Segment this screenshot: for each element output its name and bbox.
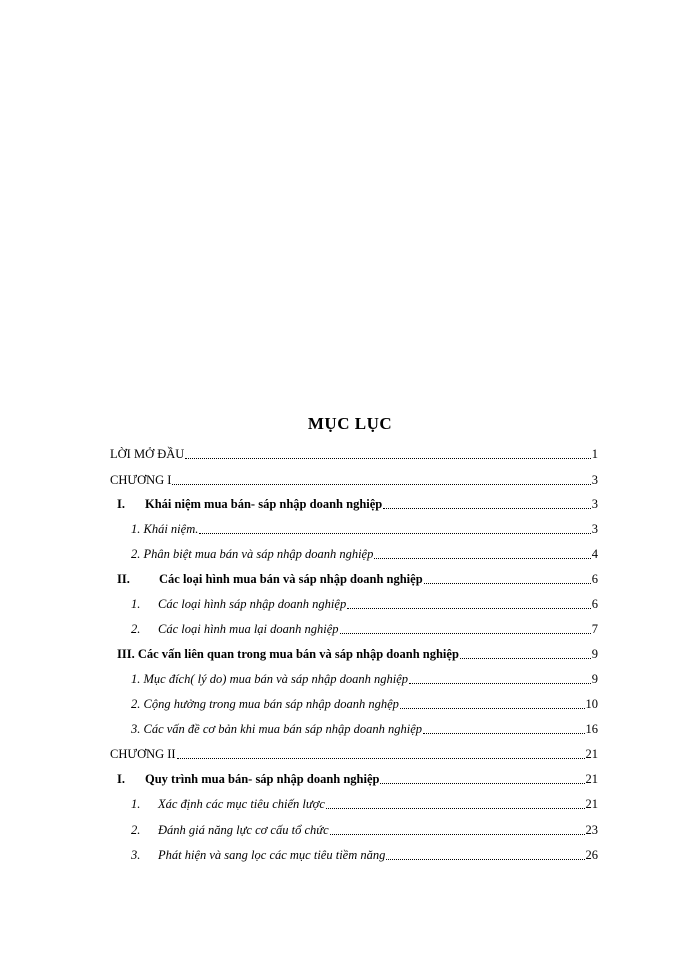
toc-entry[interactable] (131, 671, 598, 687)
toc-entry-label: Xác định các mục tiêu chiến lược (158, 797, 325, 811)
dot-leader (383, 497, 591, 509)
toc-entry[interactable] (117, 496, 598, 512)
toc-entry[interactable] (131, 822, 598, 838)
toc-entry-label: 1. Khái niệm. (131, 522, 199, 536)
dot-leader (177, 747, 585, 759)
toc-entry-label: Các loại hình sáp nhập doanh nghiệp (158, 597, 347, 611)
dot-leader (424, 572, 591, 584)
toc-entry-page: 10 (585, 697, 598, 711)
dot-leader (199, 522, 590, 534)
dot-leader (326, 797, 585, 809)
toc-entry[interactable] (131, 621, 598, 637)
dot-leader (330, 823, 585, 835)
toc-entry-label: 3. Các vấn đề cơ bản khi mua bán sáp nhập doanh nghiệp (131, 722, 423, 736)
toc-entry-number: 1. (131, 597, 141, 611)
toc-entry[interactable] (131, 546, 598, 562)
toc-entry-page: 1 (591, 447, 598, 461)
toc-entry-label: LỜI MỞ ĐẦU (110, 447, 185, 461)
toc-entry-label: Các loại hình mua bán và sáp nhập doanh nghiệp (159, 572, 423, 586)
toc-entry-page: 16 (585, 722, 598, 736)
toc-entry-page: 9 (591, 672, 598, 686)
toc-entry[interactable] (117, 646, 598, 662)
toc-entry[interactable] (131, 721, 598, 737)
toc-entry-label: Phát hiện và sang lọc các mục tiêu tiềm năng (158, 848, 386, 862)
toc-entry[interactable] (131, 521, 598, 537)
dot-leader (386, 848, 584, 860)
toc-entry-page: 26 (585, 848, 598, 862)
dot-leader (185, 447, 590, 459)
toc-entry[interactable] (117, 571, 598, 587)
toc-title: MỤC LỤC (307, 414, 393, 433)
toc-entry[interactable] (117, 771, 598, 787)
toc-entry-number: II. (117, 572, 130, 586)
toc-entry-label: CHƯƠNG II (110, 747, 176, 761)
dot-leader (460, 647, 591, 659)
toc-entry-label: CHƯƠNG I (110, 473, 172, 487)
toc-entry-label: 2. Phân biệt mua bán và sáp nhập doanh nghiệp (131, 547, 374, 561)
toc-entry[interactable] (131, 847, 598, 863)
toc-entry-number: 2. (131, 622, 141, 636)
toc-entry-page: 3 (591, 473, 598, 487)
toc-entry-page: 21 (585, 747, 598, 761)
toc-entry-page: 3 (591, 522, 598, 536)
dot-leader (374, 547, 590, 559)
toc-entry-number: 2. (131, 823, 141, 837)
toc-entry-label: 2. Cộng hưởng trong mua bán sáp nhập doanh nghệp (131, 697, 399, 711)
toc-entry-page: 9 (591, 647, 598, 661)
toc-entry[interactable] (110, 746, 598, 762)
toc-entry-page: 6 (591, 597, 598, 611)
toc-entry-page: 23 (585, 823, 598, 837)
toc-entry[interactable] (131, 696, 598, 712)
dot-leader (172, 473, 590, 485)
toc-entry-number: I. (117, 772, 125, 786)
toc-entry-label: 1. Mục đích( lý do) mua bán và sáp nhập doanh nghiệp (131, 672, 409, 686)
toc-entry-page: 3 (591, 497, 598, 511)
toc-entry[interactable] (110, 446, 598, 462)
toc-entry-label: Quy trình mua bán- sáp nhập doanh nghiệp (145, 772, 380, 786)
toc-entry-label: Khái niệm mua bán- sáp nhập doanh nghiệp (145, 497, 383, 511)
toc-entry-page: 7 (591, 622, 598, 636)
toc-entry-label: Đánh giá năng lực cơ cấu tổ chức (158, 823, 329, 837)
toc-entry-page: 6 (591, 572, 598, 586)
toc-entry-number: 1. (131, 797, 141, 811)
dot-leader (340, 622, 591, 634)
toc-entry-number: 3. (131, 848, 141, 862)
dot-leader (423, 722, 584, 734)
toc-entry-page: 21 (585, 772, 598, 786)
dot-leader (409, 672, 591, 684)
dot-leader (400, 697, 585, 709)
dot-leader (380, 772, 584, 784)
toc-entry-number: I. (117, 497, 125, 511)
toc-entry-label: Các loại hình mua lại doanh nghiệp (158, 622, 339, 636)
toc-entry[interactable] (131, 796, 598, 812)
toc-entry-label: III. Các vấn liên quan trong mua bán và sáp nhập doanh nghiệp (117, 647, 459, 661)
toc-entry[interactable] (110, 472, 598, 488)
dot-leader (347, 597, 591, 609)
toc-entry-page: 4 (591, 547, 598, 561)
toc-entry[interactable] (131, 596, 598, 612)
toc-entry-page: 21 (585, 797, 598, 811)
